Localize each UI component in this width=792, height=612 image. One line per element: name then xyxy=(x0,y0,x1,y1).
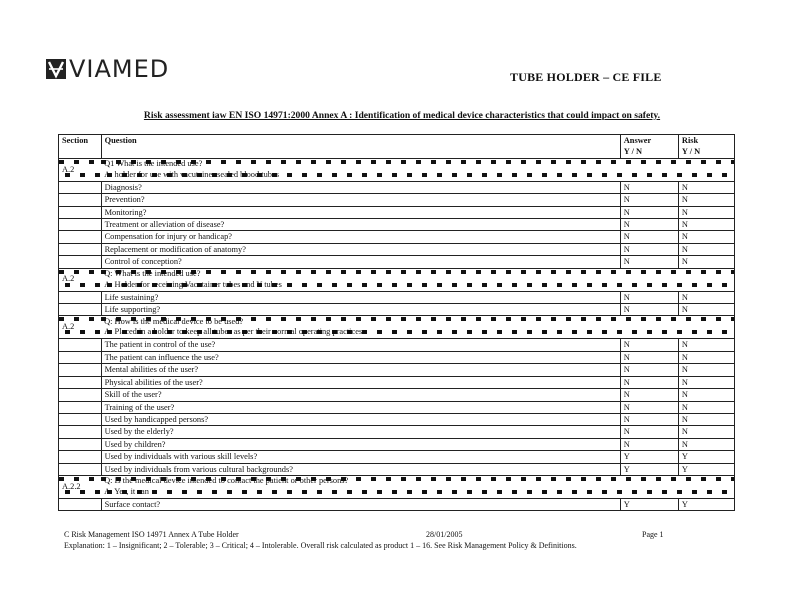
table-row xyxy=(59,291,735,303)
section-row-3 xyxy=(59,316,735,339)
risk-assessment-table xyxy=(58,134,735,511)
section-row-2 xyxy=(59,268,735,291)
risk-value: N xyxy=(678,219,734,231)
risk-value: N xyxy=(678,426,734,438)
table-row xyxy=(59,401,735,413)
answer-value: N xyxy=(620,194,678,206)
cell-section-empty xyxy=(59,231,102,243)
risk-value: N xyxy=(678,401,734,413)
table-row xyxy=(59,351,735,363)
cell-section-empty xyxy=(59,376,102,388)
header-section: Section xyxy=(59,135,102,159)
question-text: Used by individuals with various skill levels? xyxy=(101,451,620,463)
answer-value: N xyxy=(620,219,678,231)
table-row xyxy=(59,256,735,268)
table-row xyxy=(59,413,735,425)
cell-section-empty xyxy=(59,181,102,193)
header-question: Question xyxy=(101,135,620,159)
section-question-q: Q: How is the medical device to be used? xyxy=(104,316,244,326)
cell-section-empty xyxy=(59,219,102,231)
answer-value: Y xyxy=(620,451,678,463)
answer-value: N xyxy=(620,389,678,401)
section-question xyxy=(101,158,734,181)
question-group-2 xyxy=(59,291,735,316)
header-risk xyxy=(678,135,734,159)
question-text: Used by individuals from various cultural backgrounds? xyxy=(101,463,620,475)
viamed-logo-mark-icon xyxy=(46,59,66,79)
cell-section-empty xyxy=(59,451,102,463)
question-text: Skill of the user? xyxy=(101,389,620,401)
answer-value: N xyxy=(620,376,678,388)
answer-value: N xyxy=(620,351,678,363)
question-text: Used by the elderly? xyxy=(101,426,620,438)
table-row xyxy=(59,206,735,218)
cell-section-empty xyxy=(59,339,102,351)
table-row xyxy=(59,426,735,438)
question-text: Control of conception? xyxy=(101,256,620,268)
footer-doc-ref: C Risk Management ISO 14971 Annex A Tube Holder xyxy=(64,530,239,539)
cell-section-empty xyxy=(59,256,102,268)
section-question-q: Q1 What is the intended use? xyxy=(104,159,203,169)
document-title: TUBE HOLDER – CE FILE xyxy=(510,70,662,84)
answer-value: N xyxy=(620,364,678,376)
cell-section-empty xyxy=(59,351,102,363)
table-row xyxy=(59,438,735,450)
risk-value: N xyxy=(678,181,734,193)
section-id: A.2 xyxy=(59,268,102,291)
risk-value: N xyxy=(678,231,734,243)
risk-value: N xyxy=(678,304,734,316)
section-question-a: A: holder for use with vacutainer sealed blood tubes xyxy=(104,169,279,179)
section-question-q: Q: Is the medical device intended to contact the patient or other persons? xyxy=(104,476,349,486)
answer-value: N xyxy=(620,413,678,425)
header-risk-yn: Y / N xyxy=(681,147,701,157)
question-text: Training of the user? xyxy=(101,401,620,413)
question-text: Treatment or alleviation of disease? xyxy=(101,219,620,231)
header-answer-yn: Y / N xyxy=(623,147,643,157)
answer-value: Y xyxy=(620,463,678,475)
section-question xyxy=(101,268,734,291)
cell-section-empty xyxy=(59,389,102,401)
table-row xyxy=(59,498,735,510)
question-text: Life sustaining? xyxy=(101,291,620,303)
section-question-a: A: Yes, it can xyxy=(104,486,149,496)
question-text: Used by handicapped persons? xyxy=(101,413,620,425)
question-text: Used by children? xyxy=(101,438,620,450)
risk-value: N xyxy=(678,206,734,218)
risk-value: Y xyxy=(678,498,734,510)
question-text: Replacement or modification of anatomy? xyxy=(101,243,620,255)
cell-section-empty xyxy=(59,291,102,303)
cell-section-empty xyxy=(59,401,102,413)
answer-value: N xyxy=(620,291,678,303)
logo-text: VIAMED xyxy=(69,55,170,83)
risk-value: N xyxy=(678,291,734,303)
viamed-logo xyxy=(46,55,170,83)
answer-value: N xyxy=(620,206,678,218)
risk-value: N xyxy=(678,438,734,450)
answer-value: N xyxy=(620,304,678,316)
question-text: The patient in control of the use? xyxy=(101,339,620,351)
cell-section-empty xyxy=(59,498,102,510)
section-id: A.2.2 xyxy=(59,475,102,498)
section-row-4 xyxy=(59,475,735,498)
risk-value: N xyxy=(678,364,734,376)
cell-section-empty xyxy=(59,364,102,376)
header-answer-label: Answer xyxy=(623,136,652,145)
risk-value: N xyxy=(678,351,734,363)
header-answer xyxy=(620,135,678,159)
table-row xyxy=(59,304,735,316)
section-id: A.2 xyxy=(59,316,102,339)
cell-section-empty xyxy=(59,426,102,438)
cell-section-empty xyxy=(59,206,102,218)
question-text: Physical abilities of the user? xyxy=(101,376,620,388)
risk-value: Y xyxy=(678,451,734,463)
question-group-3 xyxy=(59,339,735,475)
question-group-4 xyxy=(59,498,735,510)
answer-value: N xyxy=(620,181,678,193)
table-row xyxy=(59,339,735,351)
risk-value: Y xyxy=(678,463,734,475)
cell-section-empty xyxy=(59,194,102,206)
table-row xyxy=(59,181,735,193)
answer-value: N xyxy=(620,426,678,438)
footer-page-number: Page 1 xyxy=(642,530,664,539)
answer-value: N xyxy=(620,401,678,413)
risk-value: N xyxy=(678,376,734,388)
answer-value: Y xyxy=(620,498,678,510)
question-text: Life supporting? xyxy=(101,304,620,316)
question-text: Compensation for injury or handicap? xyxy=(101,231,620,243)
answer-value: N xyxy=(620,256,678,268)
table-row xyxy=(59,194,735,206)
risk-value: N xyxy=(678,389,734,401)
section-question-q: Q: What is the intended use? xyxy=(104,269,201,279)
cell-section-empty xyxy=(59,438,102,450)
table-header-row xyxy=(59,135,735,159)
table-row xyxy=(59,463,735,475)
table-row xyxy=(59,219,735,231)
section-row-1 xyxy=(59,158,735,181)
cell-section-empty xyxy=(59,463,102,475)
footer-explanation: Explanation: 1 – Insignificant; 2 – Tolerable; 3 – Critical; 4 – Intolerable. Overall risk calculated as product 1 – 16. See Risk Management Policy & Definitions. xyxy=(64,541,577,550)
risk-value: N xyxy=(678,256,734,268)
section-id: A.2 xyxy=(59,158,102,181)
cell-section-empty xyxy=(59,243,102,255)
table-row xyxy=(59,376,735,388)
risk-value: N xyxy=(678,413,734,425)
question-text: Surface contact? xyxy=(101,498,620,510)
cell-section-empty xyxy=(59,304,102,316)
table-row xyxy=(59,451,735,463)
section-question-a: A: Placed in a holder to keep all tubes as per their normal operating practices xyxy=(104,327,363,337)
cell-section-empty xyxy=(59,413,102,425)
question-text: Prevention? xyxy=(101,194,620,206)
footer-line-1 xyxy=(64,530,664,539)
answer-value: N xyxy=(620,438,678,450)
question-text: Mental abilities of the user? xyxy=(101,364,620,376)
document-subtitle: Risk assessment iaw EN ISO 14971:2000 Annex A : Identification of medical device characteristics that could impact on safety. xyxy=(143,110,661,121)
question-text: Monitoring? xyxy=(101,206,620,218)
question-text: The patient can influence the use? xyxy=(101,351,620,363)
section-question xyxy=(101,475,734,498)
table-row xyxy=(59,243,735,255)
header-risk-label: Risk xyxy=(681,136,699,145)
table-row xyxy=(59,364,735,376)
question-text: Diagnosis? xyxy=(101,181,620,193)
section-question xyxy=(101,316,734,339)
risk-value: N xyxy=(678,194,734,206)
risk-value: N xyxy=(678,339,734,351)
footer-date: 28/01/2005 xyxy=(426,530,463,539)
risk-value: N xyxy=(678,243,734,255)
answer-value: N xyxy=(620,339,678,351)
answer-value: N xyxy=(620,243,678,255)
table-row xyxy=(59,389,735,401)
answer-value: N xyxy=(620,231,678,243)
question-group-1 xyxy=(59,181,735,268)
table-row xyxy=(59,231,735,243)
section-question-a: A: Holder for receiving Vacutainer tubes and Y tubes xyxy=(104,279,282,289)
